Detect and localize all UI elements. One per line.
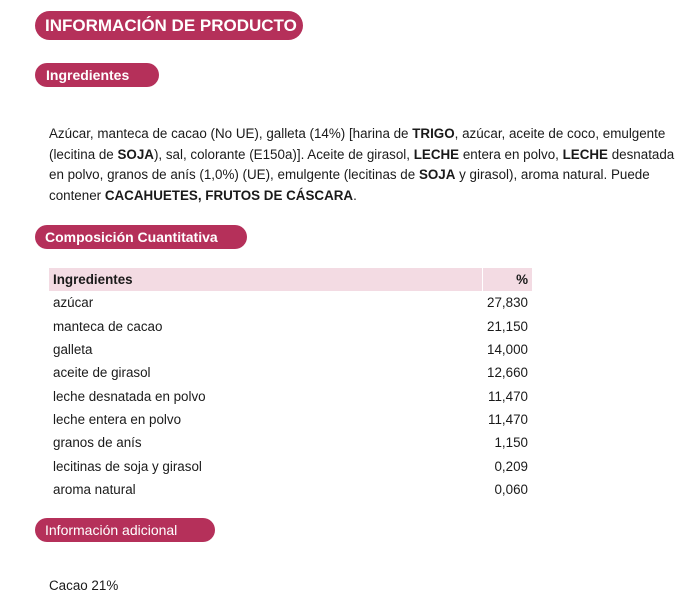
ingredient-text-segment: . xyxy=(353,187,357,203)
table-row xyxy=(49,315,532,338)
table-row xyxy=(49,361,532,384)
allergen-highlight: SOJA xyxy=(418,167,456,182)
ingredient-name-cell: azúcar xyxy=(53,295,94,311)
table-header-row xyxy=(49,268,532,291)
table-row xyxy=(49,431,532,454)
ingredient-percent-cell: 21,150 xyxy=(482,315,532,338)
composition-table xyxy=(49,268,532,501)
ingredients-section-title: Ingredientes xyxy=(35,63,159,87)
ingredient-percent-cell: 12,660 xyxy=(482,361,532,384)
ingredient-text-segment: entera en polvo, xyxy=(459,146,563,162)
table-row xyxy=(49,384,532,407)
ingredient-percent-cell: 11,470 xyxy=(482,408,532,431)
allergen-highlight: LECHE xyxy=(413,146,460,162)
ingredient-percent-cell: 27,830 xyxy=(482,291,532,314)
table-row xyxy=(49,454,532,477)
ingredient-text-segment: , azúcar, aceite de coco, emulgente (lecitina de xyxy=(49,126,666,162)
table-row xyxy=(49,291,532,314)
header-ingredients: Ingredientes xyxy=(49,268,482,291)
ingredient-text-segment: ), sal, colorante (E150a)]. Aceite de girasol, xyxy=(153,146,414,162)
ingredients-paragraph xyxy=(49,124,679,206)
composition-section-title: Composición Cuantitativa xyxy=(35,225,247,249)
ingredient-percent-cell: 0,209 xyxy=(482,454,532,477)
ingredient-percent-cell: 1,150 xyxy=(482,431,532,454)
ingredient-percent-cell: 0,060 xyxy=(482,478,532,501)
additional-section-title: Información adicional xyxy=(35,518,215,542)
ingredient-name-cell: granos de anís xyxy=(53,435,142,451)
ingredient-percent-cell: 11,470 xyxy=(482,384,532,407)
table-row xyxy=(49,338,532,361)
ingredient-name-cell: aroma natural xyxy=(53,481,136,497)
ingredient-text-segment: desnatada en polvo, granos de anís (1,0%) (UE), emulgente (lecitinas de xyxy=(49,146,675,182)
allergen-highlight: CACAHUETES, FRUTOS DE CÁSCARA xyxy=(104,187,354,203)
table-row xyxy=(49,478,532,501)
additional-info-text: Cacao 21% xyxy=(49,578,119,593)
table-row xyxy=(49,408,532,431)
ingredient-name-cell: manteca de cacao xyxy=(53,318,163,334)
page-title: INFORMACIÓN DE PRODUCTO xyxy=(35,11,303,40)
allergen-highlight: SOJA xyxy=(117,146,154,162)
ingredient-name-cell: lecitinas de soja y girasol xyxy=(53,458,202,474)
ingredient-name-cell: galleta xyxy=(53,342,93,358)
ingredient-percent-cell: 14,000 xyxy=(482,338,532,361)
allergen-highlight: LECHE xyxy=(562,146,608,162)
ingredient-name-cell: aceite de girasol xyxy=(53,365,151,381)
allergen-highlight: TRIGO xyxy=(412,126,455,141)
ingredient-text-segment: y girasol), aroma natural. Puede contener xyxy=(49,167,650,203)
ingredient-name-cell: leche desnatada en polvo xyxy=(53,388,206,404)
ingredient-name-cell: leche entera en polvo xyxy=(53,411,182,427)
header-percent: % xyxy=(482,268,532,291)
ingredient-text-segment: Azúcar, manteca de cacao (No UE), galleta (14%) [harina de xyxy=(49,126,413,141)
